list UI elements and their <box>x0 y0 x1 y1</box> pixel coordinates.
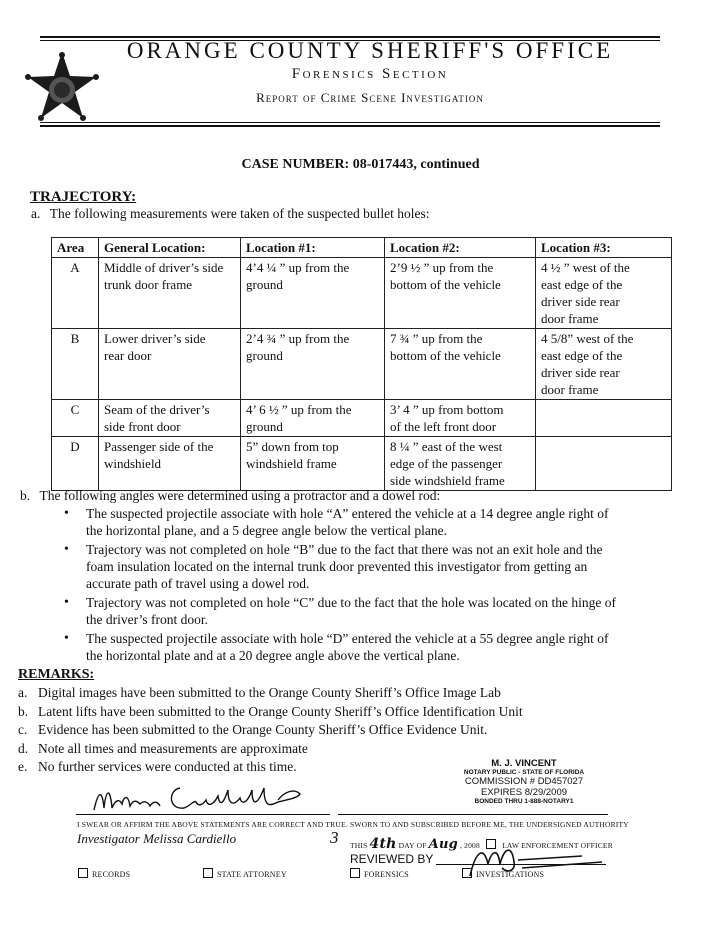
cell-line: Passenger side of the <box>104 439 214 454</box>
remark-item <box>18 684 523 703</box>
cell-loc1 <box>241 437 385 491</box>
cell-general <box>99 400 241 437</box>
cell-line: 8 ¼ ” east of the west <box>390 439 503 454</box>
table-row <box>52 258 672 329</box>
remark-label: a. <box>18 685 28 700</box>
cell-loc2 <box>385 258 536 329</box>
cell-loc3 <box>536 437 672 491</box>
angle-bullets-list <box>62 505 652 666</box>
header-location-1: Location #1: <box>241 238 385 258</box>
bullet-line: • Trajectory was not completed on hole “C” due to the fact that the hole was located on the hinge of <box>86 595 616 610</box>
cell-general <box>99 329 241 400</box>
attest-statement: I SWEAR OR AFFIRM THE ABOVE STATEMENTS ARE CORRECT AND TRUE. <box>77 820 348 829</box>
header-rule-bottom <box>40 125 660 127</box>
cell-line: bottom of the vehicle <box>390 348 501 363</box>
item-text: The following angles were determined using a protractor and a dowel rod: <box>39 488 441 503</box>
bullet-line: • The suspected projectile associate with hole “D” entered the vehicle at a 55 degree angle right of <box>86 631 609 646</box>
cell-loc3 <box>536 329 672 400</box>
angle-bullet <box>62 630 652 664</box>
remark-text: Latent lifts have been submitted to the Orange County Sheriff’s Office Identification Unit <box>38 703 523 719</box>
trajectory-heading: TRAJECTORY: <box>30 189 137 205</box>
table-row <box>52 329 672 400</box>
measurements-table <box>51 237 672 491</box>
header-location-2: Location #2: <box>385 238 536 258</box>
remark-label: b. <box>18 703 29 719</box>
remark-item <box>18 721 523 740</box>
state-attorney-checkbox[interactable] <box>203 868 213 878</box>
cell-line: windshield <box>104 456 162 471</box>
remarks-heading: REMARKS: <box>18 667 95 682</box>
cell-line: Seam of the driver’s <box>104 402 210 417</box>
agency-title: ORANGE COUNTY SHERIFF'S OFFICE <box>126 38 614 63</box>
remark-label: d. <box>18 740 29 756</box>
sworn-day-handwritten: 4th <box>369 836 397 852</box>
signature-line <box>76 814 330 815</box>
notary-line-4: BONDED THRU 1-888-NOTARY1 <box>474 798 574 805</box>
trajectory-item-a <box>31 206 430 222</box>
cell-line: 2’9 ½ ” up from the <box>390 260 494 275</box>
forensics-checkbox[interactable] <box>350 868 360 878</box>
cell-line: door frame <box>541 382 599 397</box>
cell-line: Lower driver’s side <box>104 331 206 346</box>
remark-text: Evidence has been submitted to the Orange County Sheriff’s Office Evidence Unit. <box>38 722 488 737</box>
bullet-line: the driver’s front door. <box>86 612 208 627</box>
reviewed-by-label: REVIEWED BY <box>350 852 434 866</box>
routing-state-attorney[interactable] <box>203 868 287 879</box>
cell-line: 5” down from top <box>246 439 339 454</box>
table-row <box>52 437 672 491</box>
item-label: b. <box>20 488 31 503</box>
notary-stamp <box>418 758 630 805</box>
cell-line: Middle of driver’s side <box>104 260 224 275</box>
notary-line-3: EXPIRES 8/29/2009 <box>480 787 568 798</box>
investigations-label: INVESTIGATIONS <box>476 870 545 879</box>
report-title: Report of Crime Scene Investigation <box>256 90 484 105</box>
header-location-3: Location #3: <box>536 238 672 258</box>
remark-text: Note all times and measurements are approximate <box>38 740 308 756</box>
routing-investigations[interactable] <box>462 868 544 879</box>
routing-forensics[interactable] <box>350 868 409 879</box>
sworn-year: , 2008 <box>459 841 480 850</box>
cell-general <box>99 258 241 329</box>
cell-loc3 <box>536 400 672 437</box>
header-general-location: General Location: <box>99 238 241 258</box>
table-header-row <box>52 238 672 258</box>
forensics-label: FORENSICS <box>364 870 409 879</box>
remark-item <box>18 703 523 722</box>
notary-name: M. J. VINCENT <box>491 758 557 769</box>
cell-loc2 <box>385 329 536 400</box>
cell-line: 3’ 4 ” up from bottom <box>390 402 504 417</box>
case-number: CASE NUMBER: 08-017443, continued <box>241 157 480 172</box>
angle-bullet <box>62 594 652 628</box>
remark-text: Digital images have been submitted to the Orange County Sheriff’s Office Image Lab <box>38 685 501 700</box>
cell-area: A <box>52 258 99 329</box>
cell-area: D <box>52 437 99 491</box>
investigator-name: Investigator Melissa Cardiello <box>77 831 237 846</box>
cell-line: ground <box>246 277 283 292</box>
remark-item <box>18 740 523 759</box>
angle-bullet <box>62 541 652 592</box>
bullet-line: foam insulation located on the internal trunk door prevented this investigator from getting an <box>86 559 588 574</box>
routing-records[interactable] <box>78 868 130 879</box>
cell-loc1 <box>241 400 385 437</box>
cell-line: 2’4 ¾ ” up from the <box>246 331 350 346</box>
cell-loc1 <box>241 258 385 329</box>
cell-line: edge of the passenger <box>390 456 503 471</box>
state-attorney-label: STATE ATTORNEY <box>217 870 287 879</box>
cell-line: ground <box>246 419 283 434</box>
cell-general <box>99 437 241 491</box>
cell-line: door frame <box>541 311 599 326</box>
page-number: 3 <box>330 828 339 847</box>
sworn-day-of: DAY OF <box>398 841 427 850</box>
trajectory-item-b <box>20 488 440 504</box>
cell-line: east edge of the <box>541 277 623 292</box>
header-rule-bottom-thin <box>40 122 660 123</box>
angle-bullet <box>62 505 652 539</box>
bullet-line: • The suspected projectile associate with hole “A” entered the vehicle at a 14 degree angle right of <box>86 506 609 521</box>
item-label: a. <box>31 206 41 221</box>
cell-line: side windshield frame <box>390 473 505 488</box>
cell-line: driver side rear <box>541 294 620 309</box>
investigations-checkbox[interactable] <box>462 868 472 878</box>
notary-line-2: COMMISSION # DD457027 <box>464 776 584 787</box>
cell-line: 4’ 6 ½ ” up from the <box>246 402 352 417</box>
leo-label: LAW ENFORCEMENT OFFICER <box>502 841 613 850</box>
cell-line: windshield frame <box>246 456 337 471</box>
cell-area: C <box>52 400 99 437</box>
bullet-line: accurate path of travel using a dowel rod. <box>86 576 310 591</box>
cell-loc1 <box>241 329 385 400</box>
notary-signature-line <box>338 814 608 815</box>
cell-line: ground <box>246 348 283 363</box>
cell-line: of the left front door <box>390 419 497 434</box>
sworn-month-handwritten: Aug <box>428 837 458 852</box>
sheriff-star-badge-icon <box>24 50 100 126</box>
records-label: RECORDS <box>92 870 131 879</box>
records-checkbox[interactable] <box>78 868 88 878</box>
cell-area: B <box>52 329 99 400</box>
section-title: Forensics Section <box>291 66 449 82</box>
cell-line: rear door <box>104 348 152 363</box>
cell-loc3 <box>536 258 672 329</box>
bullet-line: the horizontal plane, and a 5 degree angle below the vertical plane. <box>86 523 447 538</box>
bullet-line: • Trajectory was not completed on hole “B” due to the fact that there was not an exit hole and the <box>86 542 603 557</box>
cell-line: driver side rear <box>541 365 620 380</box>
cell-loc2 <box>385 400 536 437</box>
sworn-statement: SWORN TO AND SUBSCRIBED BEFORE ME, THE UNDERSIGNED AUTHORITY <box>350 820 629 829</box>
cell-line: trunk door frame <box>104 277 193 292</box>
cell-loc2 <box>385 437 536 491</box>
cell-line: 4 5/8” west of the <box>541 331 634 346</box>
cell-line: 4’4 ¼ ” up from the <box>246 260 350 275</box>
notary-line-1: NOTARY PUBLIC - STATE OF FLORIDA <box>463 769 585 776</box>
remark-label: e. <box>18 759 28 774</box>
measurements-body <box>52 258 672 491</box>
cell-line: east edge of the <box>541 348 623 363</box>
cell-line: side front door <box>104 419 181 434</box>
cell-line: 7 ¾ ” up from the <box>390 331 483 346</box>
header-area: Area <box>52 238 99 258</box>
cell-line: bottom of the vehicle <box>390 277 501 292</box>
sworn-this: THIS <box>350 841 368 850</box>
cell-line: 4 ½ ” west of the <box>541 260 630 275</box>
table-row <box>52 400 672 437</box>
item-text: The following measurements were taken of the suspected bullet holes: <box>49 206 430 221</box>
remark-label: c. <box>18 722 28 737</box>
bullet-line: the horizontal plate and at a 20 degree angle above the vertical plane. <box>86 648 460 663</box>
remark-text: No further services were conducted at this time. <box>38 759 297 774</box>
